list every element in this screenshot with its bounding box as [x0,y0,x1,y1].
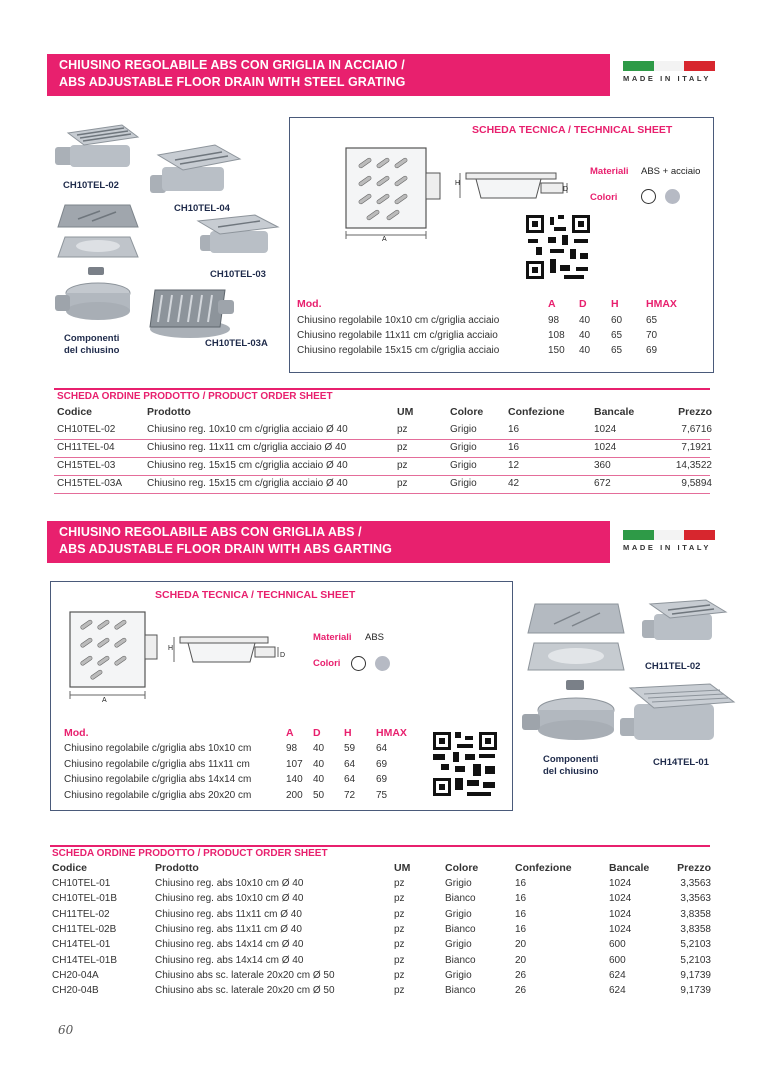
made-in-italy-label: MADE IN ITALY [623,543,711,552]
table-row [52,939,711,954]
section2-made-in-italy [623,530,715,552]
mod-cell-h: 59 [344,743,356,754]
section2-order-title: SCHEDA ORDINE PRODOTTO / PRODUCT ORDER SHEET [52,848,328,859]
order-cell-um: pz [397,460,408,471]
mod-row [297,345,667,360]
mod-row [64,774,414,790]
order-cell-bancale: 1024 [609,908,632,920]
page-number: 60 [58,1023,74,1037]
mod-cell-h: 72 [344,789,356,801]
order-cell-codice: CH10TEL-01 [52,878,111,889]
row-divider [54,493,710,494]
mod-cell-h: 64 [344,774,356,785]
order-cell-colore: Grigio [445,908,472,920]
color-white-swatch [641,189,656,204]
order-cell-confezione: 16 [508,424,520,435]
label-ch10tel-02: CH10TEL-02 [63,180,119,191]
header-hmax: HMAX [646,298,677,310]
mod-cell-hmax: 69 [376,774,388,785]
mod-cell-d: 40 [313,743,325,754]
order-header-bancale: Bancale [609,862,650,874]
qr-pattern-icon [431,730,499,798]
order-cell-confezione: 16 [508,442,520,453]
italy-flag-icon [623,61,715,71]
order-cell-confezione: 16 [515,878,527,889]
section1-made-in-italy [623,61,715,83]
mod-cell-mod: Chiusino regolabile c/griglia abs 14x14 cm [64,774,252,785]
order-cell-bancale: 1024 [609,923,632,935]
order-cell-prezzo: 9,1739 [680,985,711,997]
order-cell-codice: CH11TEL-02 [52,908,110,920]
mod-cell-h: 60 [611,315,623,326]
order-header-prodotto: Prodotto [155,862,199,874]
label-ch10tel-03: CH10TEL-03 [210,269,266,280]
order-cell-confezione: 26 [515,969,527,981]
drain-ch10tel-03a-image [150,290,234,338]
order-cell-um: pz [394,908,405,920]
order-cell-prezzo: 7,1921 [681,442,712,453]
order-cell-codice: CH11TEL-04 [57,442,115,453]
order-cell-colore: Grigio [445,939,472,951]
steel-grate-plate-image [55,205,138,320]
order-header-confezione: Confezione [515,862,572,874]
mod-cell-d: 40 [313,774,325,785]
color-white-swatch [351,656,366,671]
mod-cell-d: 40 [313,758,325,770]
mod-cell-a: 107 [286,758,303,770]
order-cell-bancale: 624 [609,985,626,997]
order-cell-codice: CH10TEL-02 [57,424,116,435]
order-header-colore: Colore [450,406,484,418]
order-cell-confezione: 20 [515,939,527,951]
mod-cell-a: 98 [548,315,560,326]
order-cell-um: pz [397,424,408,435]
drain-ch10tel-02-image [55,125,138,167]
order-cell-prezzo: 5,2103 [680,954,711,966]
order-cell-colore: Grigio [450,460,477,471]
order-cell-confezione: 26 [515,985,527,997]
mod-cell-mod: Chiusino regolabile c/griglia abs 10x10 cm [64,743,252,754]
header-hmax: HMAX [376,727,407,739]
header-d: D [579,298,587,310]
order-cell-colore: Grigio [450,478,477,489]
mod-cell-h: 65 [611,345,623,356]
order-cell-confezione: 16 [515,893,527,905]
order-cell-prezzo: 3,8358 [680,923,711,935]
order-header-prezzo: Prezzo [678,406,712,418]
row-divider [54,475,710,476]
label-ch10tel-04: CH10TEL-04 [174,203,230,214]
order-cell-prezzo: 3,8358 [680,908,711,920]
section1-dim-a: A [382,236,387,243]
order-cell-prezzo: 5,2103 [680,939,711,951]
table-row [52,955,711,970]
drain-ch14tel-01-image [620,684,734,740]
table-row [52,985,711,1000]
order-cell-um: pz [394,985,405,997]
order-header-um: UM [394,862,411,874]
color-grey-swatch [665,189,680,204]
mod-cell-mod: Chiusino regolabile 10x10 cm c/griglia acciaio [297,315,500,326]
mod-row [64,759,414,775]
order-cell-confezione: 16 [515,923,527,935]
section1-product-photos [50,115,285,355]
order-cell-colore: Grigio [445,878,472,889]
section1-mod-header [297,298,677,312]
section2-banner [47,521,610,563]
header-d: D [313,727,321,739]
order-cell-prodotto: Chiusino reg. abs 11x11 cm Ø 40 [155,908,302,920]
order-header-prezzo: Prezzo [677,862,711,874]
order-cell-um: pz [397,478,408,489]
mod-cell-mod: Chiusino regolabile 11x11 cm c/griglia acciaio [297,330,498,341]
order-cell-um: pz [397,442,408,453]
order-cell-colore: Bianco [445,985,476,997]
section2-dim-a: A [102,697,107,704]
order-cell-prezzo: 9,1739 [680,969,711,981]
order-cell-prezzo: 7,6716 [681,424,712,435]
order-cell-codice: CH15TEL-03A [57,478,123,489]
label-components [543,754,598,778]
order-cell-um: pz [394,939,405,951]
table-row [52,878,711,893]
section1-order-header [57,406,712,420]
mod-cell-a: 140 [286,774,303,785]
order-header-codice: Codice [52,862,88,874]
order-cell-codice: CH11TEL-02B [52,923,117,935]
section1-dim-h: H [455,180,461,187]
order-cell-bancale: 672 [594,478,611,489]
order-cell-bancale: 1024 [594,424,617,435]
section1-materials-label: Materiali [590,166,629,177]
header-mod: Mod. [64,727,89,739]
order-cell-prezzo: 3,3563 [680,878,711,889]
order-header-confezione: Confezione [508,406,565,418]
order-cell-bancale: 600 [609,954,626,966]
section2-dim-h: H [168,645,174,652]
mod-cell-d: 40 [579,330,591,341]
section1-dim-d: D [563,186,569,193]
made-in-italy-label: MADE IN ITALY [623,74,711,83]
mod-cell-d: 40 [579,315,591,326]
section1-colors-label: Colori [590,192,618,203]
order-cell-prodotto: Chiusino abs sc. laterale 20x20 cm Ø 50 [155,985,335,997]
table-row [52,970,711,985]
order-header-um: UM [397,406,414,418]
mod-row [64,743,414,759]
order-cell-confezione: 16 [515,908,527,920]
mod-cell-h: 64 [344,758,356,770]
order-cell-um: pz [394,923,405,935]
order-cell-codice: CH20-04B [52,985,99,997]
order-cell-codice: CH20-04A [52,969,99,981]
order-cell-colore: Grigio [445,969,472,981]
order-header-codice: Codice [57,406,93,418]
order-cell-prodotto: Chiusino reg. 10x10 cm c/griglia acciaio Ø 40 [147,424,348,435]
header-h: H [344,727,352,739]
italy-flag-icon [623,530,715,540]
section2-dimension-drawing [60,607,285,707]
order-cell-prodotto: Chiusino reg. 11x11 cm c/griglia acciaio Ø 40 [147,442,347,453]
qr-pattern-icon [524,213,592,281]
mod-cell-hmax: 69 [646,345,658,356]
order-cell-colore: Bianco [445,923,476,935]
mod-cell-hmax: 69 [376,758,388,770]
order-header-bancale: Bancale [594,406,635,418]
label-ch11tel-02: CH11TEL-02 [645,661,701,672]
header-h: H [611,298,619,310]
drain-ch10tel-03-image [198,215,278,253]
mod-row [64,790,414,806]
mod-row [297,315,667,330]
section2-banner-line2: ABS ADJUSTABLE FLOOR DRAIN WITH ABS GARTING [59,542,392,556]
order-cell-codice: CH14TEL-01B [52,954,118,966]
section1-order-rule-top [54,388,710,390]
row-divider [54,457,710,458]
order-cell-bancale: 600 [609,939,626,951]
label-components-line2: del chiusino [543,766,599,777]
order-cell-bancale: 360 [594,460,611,471]
order-header-colore: Colore [445,862,479,874]
order-cell-bancale: 1024 [609,893,632,905]
section2-colors-label: Colori [313,658,341,669]
section2-order-rule-top [50,845,710,847]
order-cell-um: pz [394,893,405,905]
section2-materials-value: ABS [365,632,385,643]
order-cell-prezzo: 3,3563 [680,893,711,905]
section1-banner-line1: CHIUSINO REGOLABILE ABS CON GRIGLIA IN ACCIAIO / [59,58,405,72]
order-cell-codice: CH10TEL-01B [52,893,118,905]
order-cell-codice: CH15TEL-03 [57,460,116,471]
mod-cell-d: 40 [579,345,591,356]
label-components-line1: Componenti [64,333,120,344]
order-cell-um: pz [394,954,405,966]
mod-cell-a: 200 [286,789,303,801]
color-grey-swatch [375,656,390,671]
label-components-line1: Componenti [543,754,599,765]
order-cell-confezione: 42 [508,478,520,489]
section1-order-title: SCHEDA ORDINE PRODOTTO / PRODUCT ORDER SHEET [57,391,333,402]
mod-cell-mod: Chiusino regolabile 15x15 cm c/griglia acciaio [297,345,500,356]
mod-cell-a: 108 [548,330,565,341]
order-cell-prodotto: Chiusino reg. abs 10x10 cm Ø 40 [155,893,304,905]
label-components [64,333,119,357]
order-cell-colore: Grigio [450,424,477,435]
section2-mod-header [64,727,414,741]
order-cell-bancale: 1024 [609,878,632,889]
order-cell-prodotto: Chiusino reg. 15x15 cm c/griglia acciaio Ø 40 [147,460,348,471]
order-cell-prodotto: Chiusino abs sc. laterale 20x20 cm Ø 50 [155,969,335,981]
order-cell-colore: Bianco [445,893,476,905]
mod-row [297,330,667,345]
row-divider [54,439,710,440]
section1-materials-value: ABS + acciaio [641,166,701,177]
table-row [52,909,711,924]
header-a: A [548,298,556,310]
label-ch10tel-03a: CH10TEL-03A [205,338,268,349]
order-cell-prodotto: Chiusino reg. abs 11x11 cm Ø 40 [155,923,302,935]
order-header-prodotto: Prodotto [147,406,191,418]
drain-ch11tel-02-image [642,600,726,640]
drain-ch10tel-04-image [150,145,240,193]
header-a: A [286,727,294,739]
order-cell-colore: Grigio [450,442,477,453]
mod-cell-hmax: 64 [376,743,388,754]
order-cell-prezzo: 14,3522 [675,460,712,471]
mod-cell-a: 150 [548,345,565,356]
mod-cell-hmax: 65 [646,315,658,326]
order-cell-confezione: 20 [515,954,527,966]
order-cell-prodotto: Chiusino reg. abs 10x10 cm Ø 40 [155,878,304,889]
section2-order-header [52,862,711,876]
order-cell-prodotto: Chiusino reg. abs 14x14 cm Ø 40 [155,939,304,951]
order-cell-prodotto: Chiusino reg. abs 14x14 cm Ø 40 [155,954,304,966]
mod-cell-hmax: 70 [646,330,658,341]
mod-cell-d: 50 [313,789,325,801]
section2-dim-d: D [280,652,286,659]
order-cell-confezione: 12 [508,460,520,471]
order-cell-bancale: 624 [609,969,626,981]
order-cell-bancale: 1024 [594,442,617,453]
mod-cell-h: 65 [611,330,623,341]
order-cell-prodotto: Chiusino reg. 15x15 cm c/griglia acciaio Ø 40 [147,478,348,489]
section2-technical-sheet-title: SCHEDA TECNICA / TECHNICAL SHEET [155,589,356,601]
section1-banner [47,54,610,96]
section2-materials-label: Materiali [313,632,352,643]
section2-product-photos [520,598,740,778]
order-cell-codice: CH14TEL-01 [52,939,111,951]
mod-cell-a: 98 [286,743,298,754]
order-cell-um: pz [394,878,405,889]
label-components-line2: del chiusino [64,345,120,356]
label-ch14tel-01: CH14TEL-01 [653,757,709,768]
section1-banner-line2: ABS ADJUSTABLE FLOOR DRAIN WITH STEEL GRATING [59,75,406,89]
order-cell-colore: Bianco [445,954,476,966]
abs-grate-plate-image [522,604,624,740]
section1-qr-code-icon [524,213,592,281]
order-cell-prezzo: 9,5894 [681,478,712,489]
table-row [52,893,711,908]
mod-cell-mod: Chiusino regolabile c/griglia abs 11x11 cm [64,758,250,770]
order-cell-um: pz [394,969,405,981]
mod-cell-hmax: 75 [376,789,388,801]
section1-technical-sheet-title: SCHEDA TECNICA / TECHNICAL SHEET [472,124,673,136]
mod-cell-mod: Chiusino regolabile c/griglia abs 20x20 cm [64,789,252,801]
section2-banner-line1: CHIUSINO REGOLABILE ABS CON GRIGLIA ABS / [59,525,362,539]
header-mod: Mod. [297,298,322,310]
section2-qr-code-icon [431,730,499,798]
table-row [52,924,711,939]
